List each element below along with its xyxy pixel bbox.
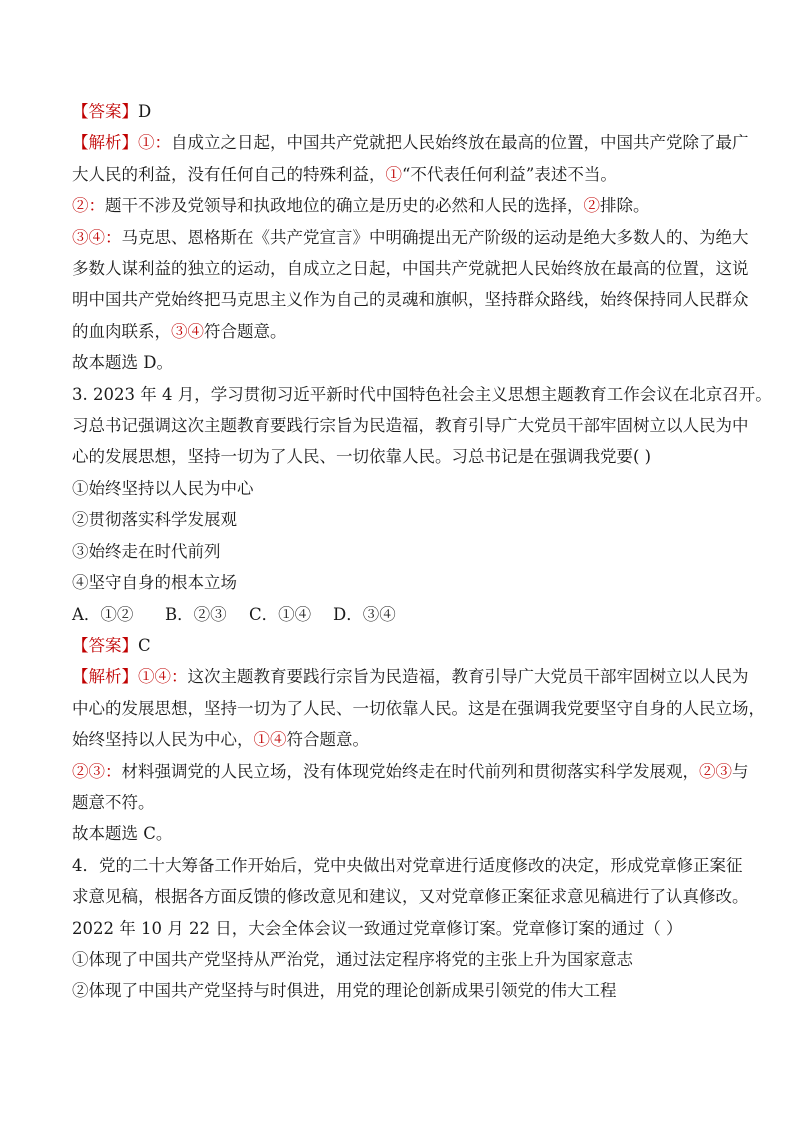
question-3-stem: 心的发展思想，坚持一切为了人民、一切依靠人民。习总书记是在强调我党要( ) <box>72 447 652 467</box>
choice-a: A．①② <box>72 604 134 624</box>
analysis-line: 【解析】①④：这次主题教育要践行宗旨为民造福，教育引导广大党员干部牢固树立以人民为 <box>72 667 749 687</box>
answer-label: 【答案】 <box>72 635 138 655</box>
conclusion-line: 故本题选 D。 <box>72 353 173 373</box>
analysis-label: 【解析】 <box>72 667 138 687</box>
analysis-line: 中心的发展思想，坚持一切为了人民、一切依靠人民。这是在强调我党要坚守自身的人民立场， <box>72 698 765 718</box>
question-3-option: ①始终坚持以人民为中心 <box>72 478 254 498</box>
question-3-option: ②贯彻落实科学发展观 <box>72 510 237 530</box>
analysis-line: 多数人谋利益的独立的运动，自成立之日起，中国共产党就把人民始终放在最高的位置，这说 <box>72 259 749 279</box>
question-4-stem: 求意见稿，根据各方面反馈的修改意见和建议，又对党章修正案征求意见稿进行了认真修改。 <box>72 887 749 907</box>
conclusion-line: 故本题选 C。 <box>72 824 173 844</box>
document-page <box>72 96 772 1007</box>
question-4-option: ①体现了中国共产党坚持从严治党，通过法定程序将党的主张上升为国家意志 <box>72 949 633 969</box>
analysis-label: 【解析】 <box>72 133 138 153</box>
analysis-line: 【解析】①：自成立之日起，中国共产党就把人民始终放在最高的位置，中国共产党除了最广 <box>72 133 749 153</box>
choice-b: B．②③ <box>165 604 227 624</box>
analysis-line: 大人民的利益，没有任何自己的特殊利益，①“不代表任何利益”表述不当。 <box>72 164 617 184</box>
analysis-line: 的血肉联系，③④符合题意。 <box>72 321 287 341</box>
question-3-stem: 习总书记强调这次主题教育要践行宗旨为民造福，教育引导广大党员干部牢固树立以人民为中 <box>72 416 749 436</box>
analysis-line: 始终坚持以人民为中心，①④符合题意。 <box>72 730 369 750</box>
answer-label: 【答案】 <box>72 102 138 121</box>
question-3-choices <box>72 599 724 630</box>
analysis-line: ②：题干不涉及党领导和执政地位的确立是历史的必然和人民的选择，②排除。 <box>72 196 650 216</box>
question-3-option: ④坚守自身的根本立场 <box>72 573 237 593</box>
analysis-line: 明中国共产党始终把马克思主义作为自己的灵魂和旗帜，坚持群众路线，始终保持同人民群众 <box>72 290 749 310</box>
choice-c: C．①④ <box>249 604 312 624</box>
answer-value: C <box>138 635 151 655</box>
question-4-stem: 4．党的二十大筹备工作开始后，党中央做出对党章进行适度修改的决定，形成党章修正案征 <box>72 855 743 875</box>
answer-line-q3 <box>72 630 724 661</box>
question-4-stem: 2022 年 10 月 22 日，大会全体会议一致通过党章修订案。党章修订案的通过（ ） <box>72 918 683 938</box>
answer-value: D <box>138 102 152 121</box>
analysis-line: ②③：材料强调党的人民立场，没有体现党始终走在时代前列和贯彻落实科学发展观，②③与 <box>72 761 749 781</box>
question-3-option: ③始终走在时代前列 <box>72 541 221 561</box>
analysis-line: ③④：马克思、恩格斯在《共产党宣言》中明确提出无产阶级的运动是绝大多数人的、为绝大 <box>72 227 749 247</box>
answer-line-q2 <box>72 96 724 127</box>
question-4-option: ②体现了中国共产党坚持与时俱进，用党的理论创新成果引领党的伟大工程 <box>72 981 617 1001</box>
question-3-stem: 3. 2023 年 4 月，学习贯彻习近平新时代中国特色社会主义思想主题教育工作会议在北京召开。 <box>72 384 772 404</box>
analysis-line: 题意不符。 <box>72 792 155 812</box>
choice-d: D．③④ <box>333 604 396 624</box>
